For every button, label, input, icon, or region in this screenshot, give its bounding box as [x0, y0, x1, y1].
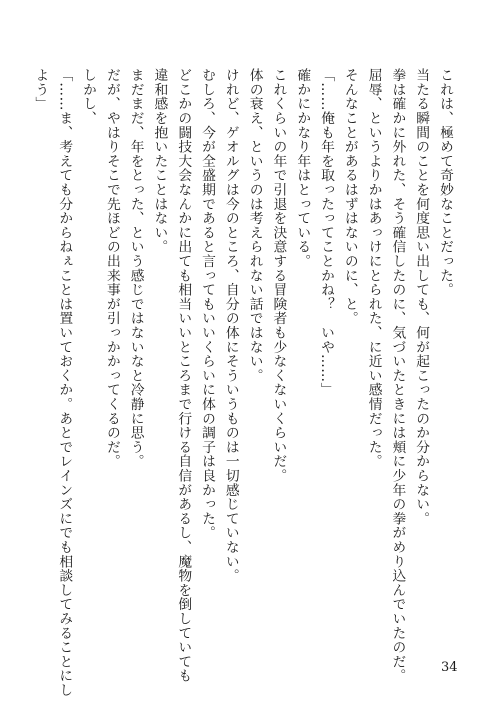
text-line: これくらいの年で引退を決意する冒険者も少なくないくらいだ。 — [270, 68, 287, 483]
text-line: そんなことがあるはずはないのに、と。 — [341, 68, 358, 326]
text-line: 確かにかなり年はとっている。 — [294, 68, 311, 269]
text-line: これは、極めて奇妙なことだった。 — [437, 68, 453, 297]
text-line: 当たる瞬間のことを何度思い出しても、何が起こったのか分からない。 — [413, 68, 430, 526]
text-line: 「……俺も年を取ったってことかね？ いや……」 — [318, 68, 335, 397]
text-line: しかし、 — [80, 68, 97, 126]
text-line: 「……ま、考えても分からねぇことは置いておくか。あとでレインズにでも相談してみることにし — [56, 68, 73, 698]
text-line: 屈辱、というよりかはあっけにとられた、に近い感情だった。 — [365, 68, 382, 469]
text-line: むしろ、今が全盛期であると言ってもいいくらいに体の調子は良かった。 — [199, 68, 216, 540]
text-line: 体の衰え、というのは考えられない話ではない。 — [246, 68, 263, 383]
text-line: どこかの闘技大会なんかに出ても相当いいところまで行ける自信があるし、魔物を倒していても — [175, 68, 192, 683]
text-line: けれど、ゲオルグは今のところ、自分の体にそういうものは一切感じていない。 — [222, 68, 239, 583]
text-line: 違和感を抱いたことはない。 — [151, 68, 168, 254]
text-line: よう」 — [32, 68, 49, 111]
text-line: 拳は確かに外れた、そう確信したのに、気づいたときには頬に少年の拳がめり込んでいたのだ。 — [389, 68, 406, 683]
text-line: まだまだ、年をとった、という感じではないなと冷静に思う。 — [127, 68, 144, 469]
text-line: だが、やはりそこで先ほどの出来事が引っかかってくるのだ。 — [103, 68, 120, 469]
page-number: 34 — [441, 660, 458, 675]
